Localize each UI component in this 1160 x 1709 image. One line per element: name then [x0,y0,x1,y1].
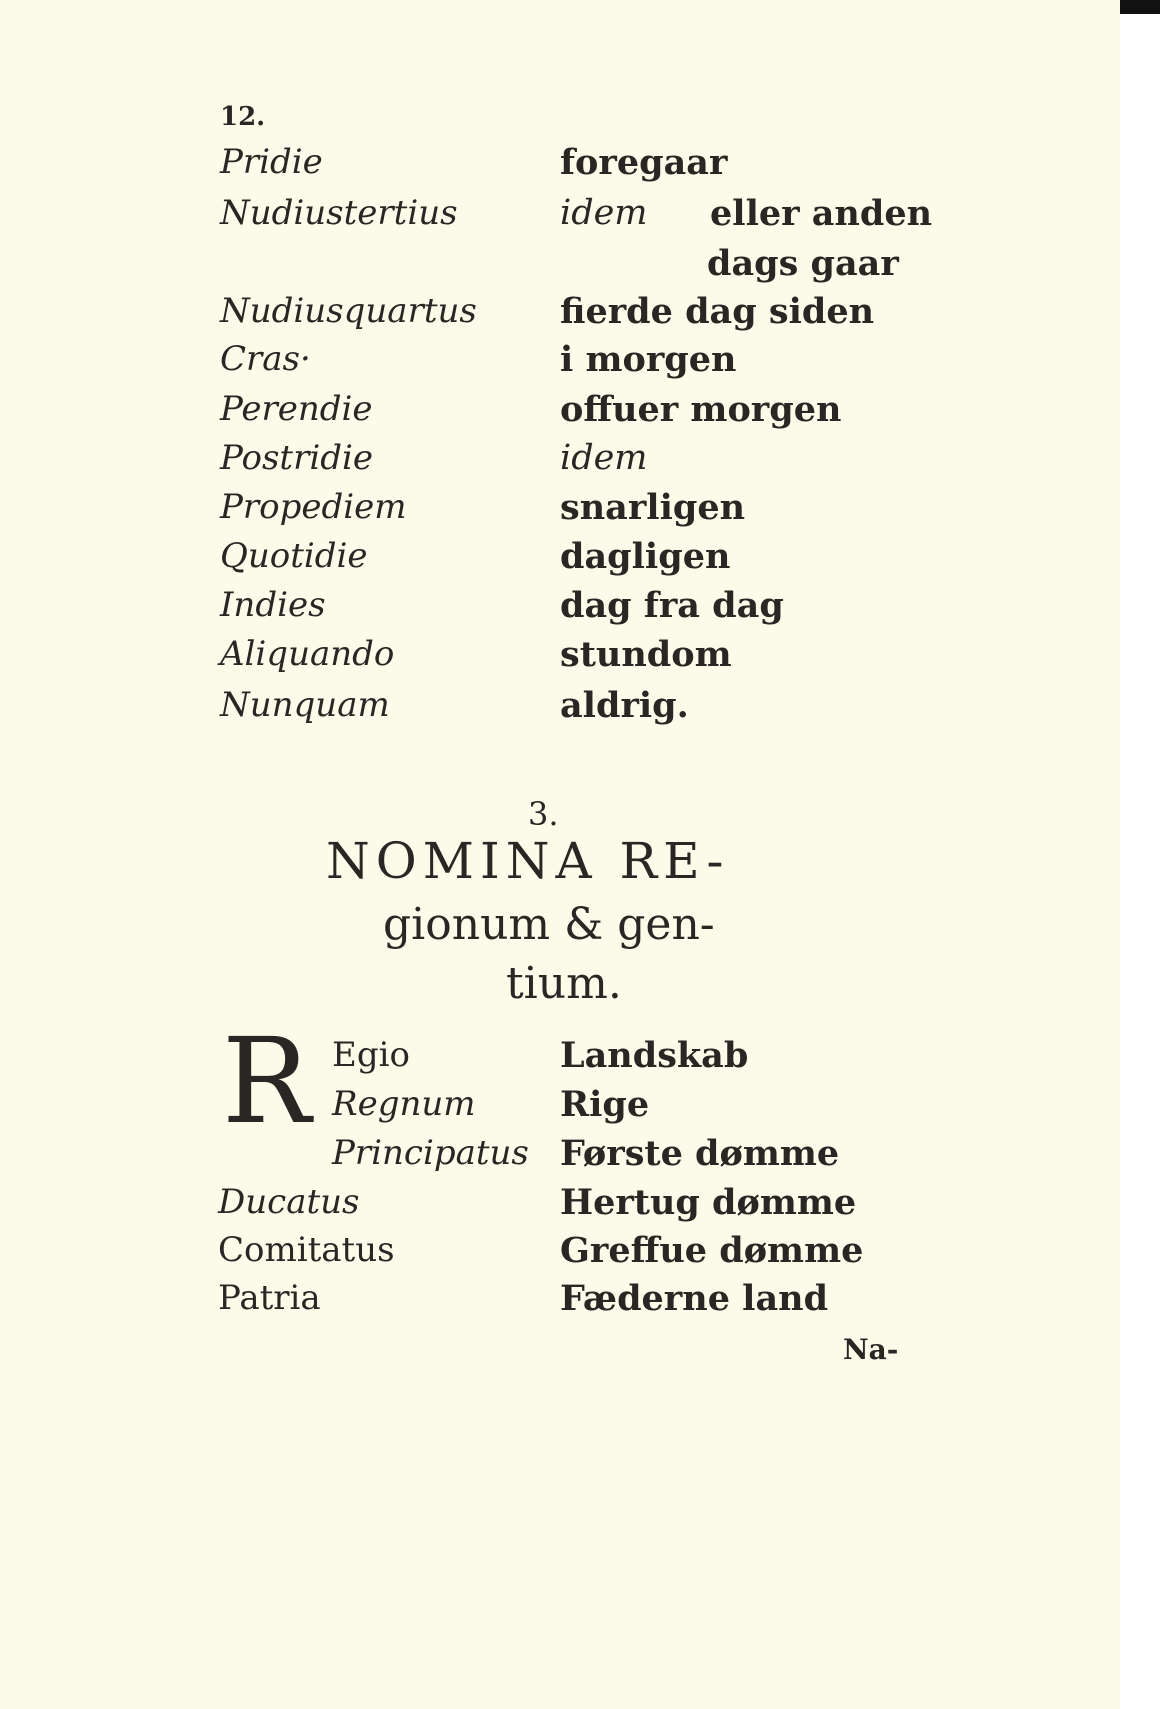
latin-term: Indies [220,585,326,625]
latin-term: Nunquam [220,685,390,725]
vernacular-term: foregaar [560,142,728,183]
section-number: 3. [528,795,559,833]
vernacular-term: Hertug dømme [560,1182,857,1223]
vernacular-term: offuer morgen [560,389,842,430]
latin-term: Quotidie [220,536,368,576]
section-heading-line-3: tium. [506,958,622,1009]
latin-term: Perendie [220,389,373,429]
latin-term: Aliquando [220,634,395,674]
latin-term: Patria [218,1278,321,1318]
section-heading-line-2: gionum & gen- [383,899,715,950]
latin-term: Egio [332,1035,410,1075]
vernacular-term: Landskab [560,1035,749,1076]
vernacular-term: fierde dag siden [560,291,875,332]
latin-term: Pridie [220,142,323,182]
vernacular-term: idem [560,193,648,233]
vernacular-term: Første dømme [560,1133,840,1174]
vernacular-term-extra: eller anden [710,193,933,234]
vernacular-term: snarligen [560,487,746,528]
vernacular-term: aldrig. [560,685,689,726]
latin-term: Postridie [220,438,373,478]
vernacular-term: stundom [560,634,732,675]
page-edge-margin [1120,0,1160,1709]
vernacular-term: idem [560,438,648,478]
vernacular-term-continuation: dags gaar [707,243,899,284]
latin-term: Propediem [220,487,407,527]
vernacular-term: dag fra dag [560,585,784,626]
vernacular-term: Fæderne land [560,1278,829,1319]
page-number: 12. [220,102,266,132]
vernacular-term: Rige [560,1084,650,1125]
latin-term: Comitatus [218,1230,395,1270]
latin-term: Principatus [332,1133,529,1173]
drop-cap: R [222,1012,311,1150]
vernacular-term: dagligen [560,536,731,577]
section-heading-line-1: NOMINA RE- [326,832,730,890]
latin-term: Regnum [332,1084,476,1124]
latin-term: Ducatus [218,1182,360,1222]
vernacular-term: i morgen [560,339,737,380]
catchword: Na- [843,1333,899,1366]
vernacular-term: Greffue dømme [560,1230,864,1271]
latin-term: Nudiustertius [220,193,458,233]
latin-term: Cras· [220,339,311,379]
latin-term: Nudiusquartus [220,291,477,331]
scan-edge-shadow [1120,0,1160,14]
